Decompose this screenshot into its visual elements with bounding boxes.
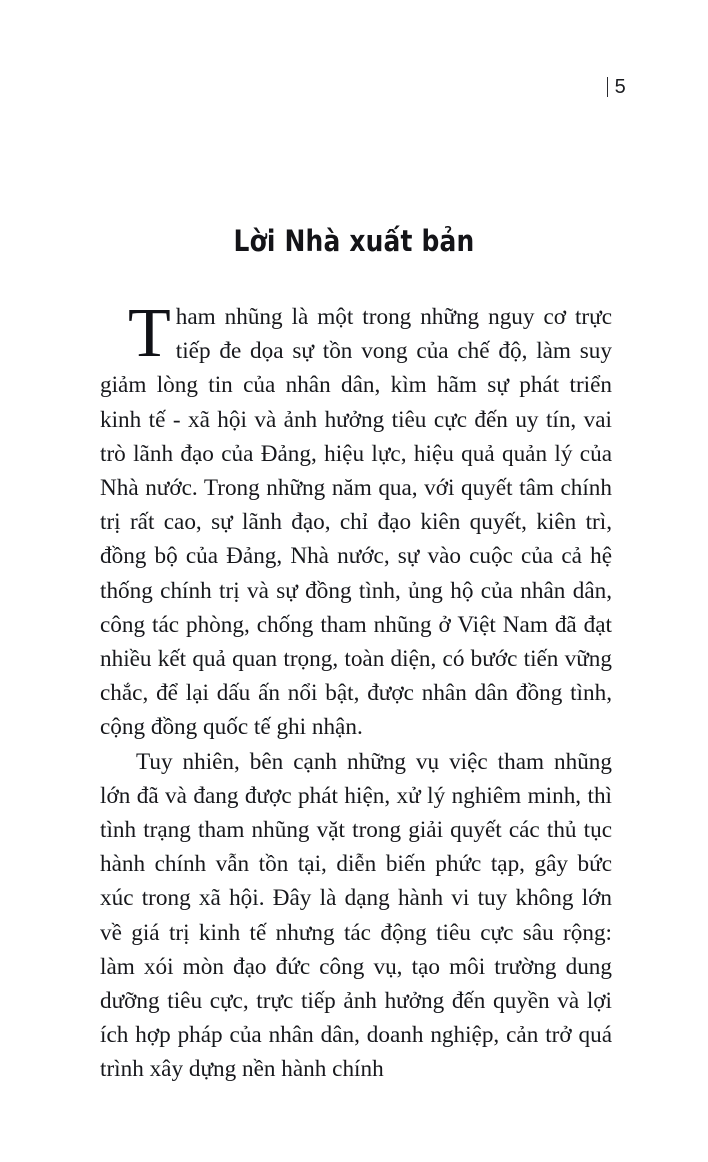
page-title: Lời Nhà xuất bản [233, 224, 475, 259]
folio-rule-icon [607, 77, 608, 97]
page-number: 5 [614, 76, 626, 98]
paragraph-2: Tuy nhiên, bên cạnh những vụ việc tham nhũng lớn đã và đang được phát hiện, xử lý nghiêm minh, thì tình trạng tham nhũng vặt trong giải quyết các thủ tục hành chính vẫn tồn tại, diễn biến phức tạp, gây bức xúc trong xã hội. Đây là dạng hành vi tuy không lớn về giá trị kinh tế nhưng tác động tiêu cực sâu rộng: làm xói mòn đạo đức công vụ, tạo môi trường dung dưỡng tiêu cực, trực tiếp ảnh hưởng đến quyền và lợi ích hợp pháp của nhân dân, doanh nghiệp, cản trở quá trình xây dựng nền hành chính [100, 748, 612, 1083]
paragraph-1: Tham nhũng là một trong những nguy cơ trực tiếp đe dọa sự tồn vong của chế độ, làm suy giảm lòng tin của nhân dân, kìm hãm sự phát triển kinh tế - xã hội và ảnh hưởng tiêu cực đến uy tín, vai trò lãnh đạo của Đảng, hiệu lực, hiệu quả quản lý của Nhà nước. Trong những năm qua, với quyết tâm chính trị rất cao, sự lãnh đạo, chỉ đạo kiên quyết, kiên trì, đồng bộ của Đảng, Nhà nước, sự vào cuộc của cả hệ thống chính trị và sự đồng tình, ủng hộ của nhân dân, công tác phòng, chống tham nhũng ở Việt Nam đã đạt nhiều kết quả quan trọng, toàn diện, có bước tiến vững chắc, để lại dấu ấn nổi bật, được nhân dân đồng tình, cộng đồng quốc tế ghi nhận. [100, 295, 612, 741]
body-text-block [100, 295, 612, 1087]
page-folio [607, 74, 626, 100]
